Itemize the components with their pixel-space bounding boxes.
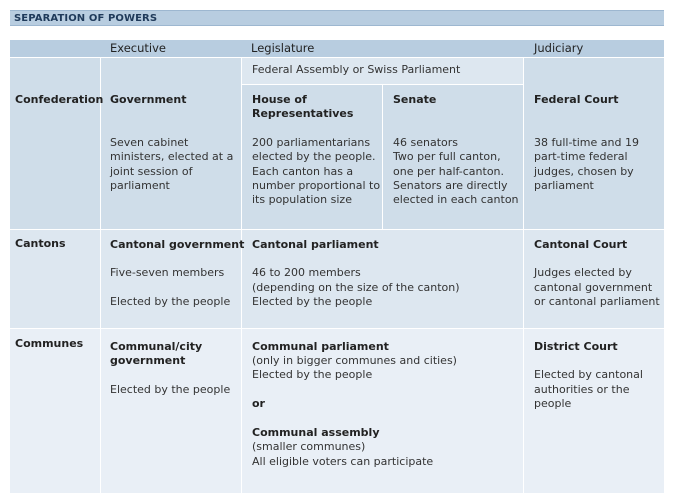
communes-label: Communes	[15, 337, 84, 350]
communes-judiciary-desc-1: Elected by cantonal	[534, 368, 643, 381]
communes-judiciary-desc-2: authorities or the	[534, 383, 630, 396]
senate-desc-2: Two per full canton,	[393, 150, 501, 163]
confederation-label-cell	[10, 58, 100, 229]
house-desc-4: number proportional to	[252, 179, 381, 192]
cantons-legislature-title: Cantonal parliament	[252, 238, 379, 251]
house-title-2: Representatives	[252, 107, 354, 120]
communes-executive-title-1: Communal/city	[110, 340, 203, 353]
cantons-judiciary-desc-2: cantonal government	[534, 281, 653, 294]
house-desc-2: elected by the people.	[252, 150, 376, 163]
header-executive: Executive	[110, 41, 166, 55]
confederation-executive-title: Government	[110, 93, 187, 106]
communal-parliament-title: Communal parliament	[252, 340, 389, 353]
cantons-legislature-desc-3: Elected by the people	[252, 295, 373, 308]
confederation-legislature-title: Federal Assembly or Swiss Parliament	[252, 63, 461, 76]
communal-assembly-desc-1: (smaller communes)	[252, 440, 366, 453]
header-judiciary: Judiciary	[534, 41, 584, 55]
confederation-executive-desc-2: ministers, elected at a	[110, 150, 234, 163]
cantons-executive-desc-2: Elected by the people	[110, 295, 231, 308]
table-title: SEPARATION OF POWERS	[14, 13, 158, 24]
communal-parliament-desc-2: Elected by the people	[252, 368, 373, 381]
communal-assembly-desc-2: All eligible voters can participate	[252, 455, 434, 468]
cantons-judiciary-desc-1: Judges elected by	[534, 266, 632, 279]
confederation-executive-desc-1: Seven cabinet	[110, 136, 189, 149]
senate-desc-5: elected in each canton	[393, 193, 519, 206]
senate-desc-1: 46 senators	[393, 136, 459, 149]
house-desc-5: its population size	[252, 193, 352, 206]
house-desc-3: Each canton has a	[252, 165, 354, 178]
senate-desc-3: one per half-canton.	[393, 165, 505, 178]
communes-executive-desc: Elected by the people	[110, 383, 231, 396]
confederation-judiciary-desc-4: parliament	[534, 179, 594, 192]
table-title-bar	[10, 10, 664, 26]
confederation-label: Confederation	[15, 93, 104, 106]
cantons-executive-title: Cantonal government	[110, 238, 245, 251]
cantons-judiciary-desc-3: or cantonal parliament	[534, 295, 660, 308]
communes-label-cell	[10, 329, 100, 493]
or-separator: or	[252, 397, 265, 410]
confederation-judiciary-desc-1: 38 full-time and 19	[534, 136, 639, 149]
senate-desc-4: Senators are directly	[393, 179, 508, 192]
communes-executive-title-2: government	[110, 354, 186, 367]
cantons-legislature-desc-1: 46 to 200 members	[252, 266, 361, 279]
communes-judiciary-title: District Court	[534, 340, 618, 353]
cantons-legislature-desc-2: (depending on the size of the canton)	[252, 281, 460, 294]
senate-title: Senate	[393, 93, 437, 106]
communes-judiciary-desc-3: people	[534, 397, 572, 410]
confederation-judiciary-desc-3: judges, chosen by	[534, 165, 634, 178]
communal-parliament-desc-1: (only in bigger communes and cities)	[252, 354, 457, 367]
confederation-executive-desc-3: joint session of	[110, 165, 193, 178]
confederation-judiciary-desc-2: part-time federal	[534, 150, 628, 163]
house-desc-1: 200 parliamentarians	[252, 136, 371, 149]
confederation-executive-desc-4: parliament	[110, 179, 170, 192]
cantons-judiciary-title: Cantonal Court	[534, 238, 628, 251]
confederation-judiciary-title: Federal Court	[534, 93, 619, 106]
cantons-label: Cantons	[15, 237, 66, 250]
house-title-1: House of	[252, 93, 307, 106]
cantons-executive-desc-1: Five-seven members	[110, 266, 225, 279]
communal-assembly-title: Communal assembly	[252, 426, 380, 439]
header-legislature: Legislature	[251, 41, 315, 55]
